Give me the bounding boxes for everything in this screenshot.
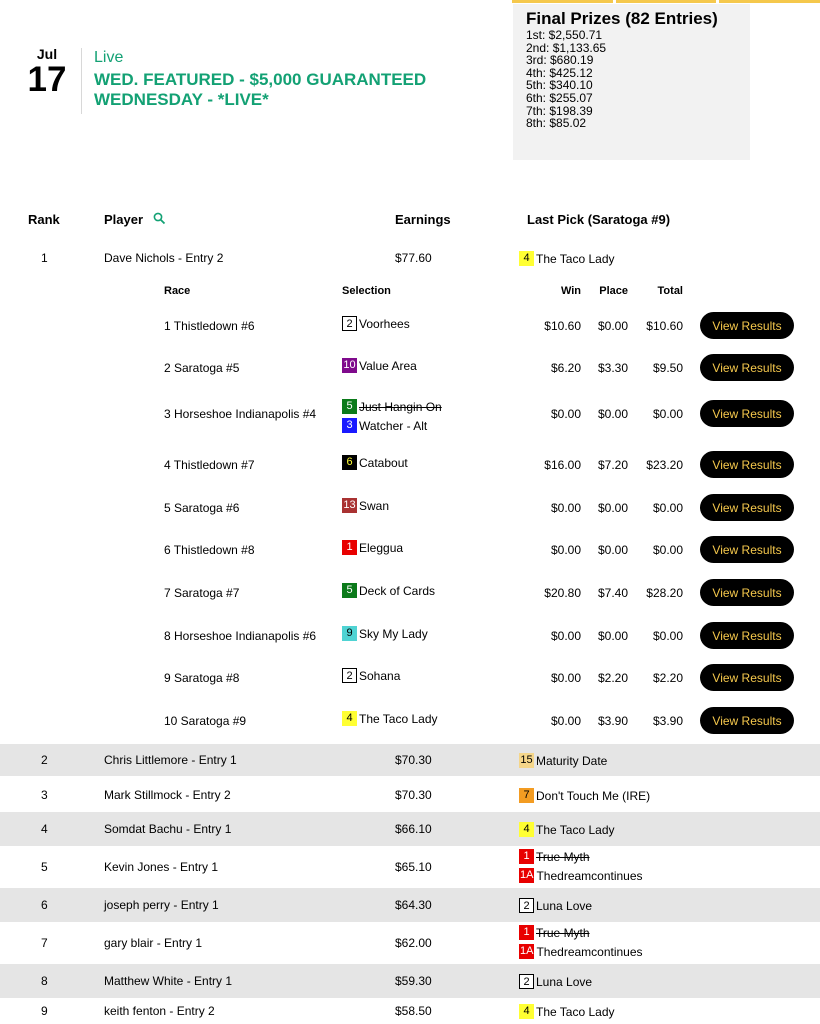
prize-row: 8th: $85.02: [526, 116, 587, 131]
win-amount: $0.00: [550, 629, 581, 643]
horse-name: Catabout: [359, 455, 408, 470]
race-name: 9 Saratoga #8: [164, 671, 240, 685]
last-pick: [519, 249, 615, 268]
prize-row: 1st: $2,550.71: [526, 28, 603, 42]
pick-line: [342, 356, 417, 375]
detail-header-race: Race: [164, 285, 191, 297]
horse-name: Thedreamcontinues: [536, 868, 643, 883]
pick-line: [342, 453, 408, 472]
place-amount: $3.30: [597, 361, 628, 375]
prize-row: 4th: $425.12: [526, 65, 593, 80]
win-amount: $6.20: [550, 361, 581, 375]
top-tab-strip: [512, 0, 820, 3]
horse-name: Value Area: [359, 358, 417, 373]
rank-cell: 5: [41, 860, 48, 874]
last-pick: [519, 972, 592, 991]
last-pick: [519, 923, 643, 961]
total-amount: $28.20: [646, 586, 683, 600]
win-amount: $10.60: [544, 319, 581, 333]
player-name[interactable]: joseph perry - Entry 1: [104, 898, 219, 912]
contest-title: WED. FEATURED - $5,000 GUARANTEED WEDNESDAY - *LIVE*: [94, 70, 427, 109]
horse-name: Eleggua: [359, 540, 404, 555]
horse-name: The Taco Lady: [359, 711, 438, 726]
place-amount: $7.40: [597, 586, 628, 600]
prize-row: 2nd: $1,133.65: [526, 40, 607, 55]
place-amount: $0.00: [597, 543, 628, 557]
horse-name: Deck of Cards: [359, 583, 436, 598]
column-player-label: Player: [104, 212, 144, 227]
selection-cell: [342, 397, 442, 435]
detail-header-win: Win: [560, 285, 581, 297]
program-number-badge: 2: [342, 668, 357, 683]
view-results-button[interactable]: View Results: [700, 536, 794, 563]
selection-cell: [342, 624, 428, 643]
detail-header-place: Place: [599, 285, 628, 297]
place-amount: $3.90: [597, 714, 628, 728]
prizes-title: Final Prizes (82 Entries): [526, 9, 718, 28]
total-amount: $23.20: [646, 458, 683, 472]
standings-row[interactable]: [0, 812, 820, 846]
prize-row: 7th: $198.39: [526, 103, 593, 118]
pick-line: [519, 1002, 615, 1021]
horse-name: Voorhees: [359, 316, 410, 331]
race-name: 5 Saratoga #6: [164, 501, 240, 515]
player-name[interactable]: Chris Littlemore - Entry 1: [104, 753, 237, 767]
horse-name: Sohana: [359, 668, 401, 683]
horse-name: Don't Touch Me (IRE): [536, 788, 651, 803]
program-number-badge: 1: [342, 540, 357, 555]
program-number-badge: 1: [519, 925, 534, 940]
pick-line: [519, 847, 643, 866]
program-number-badge: 2: [519, 898, 534, 913]
win-amount: $0.00: [550, 671, 581, 685]
last-pick: [519, 751, 607, 770]
earnings-cell: $70.30: [395, 753, 432, 767]
pick-line: [519, 786, 650, 805]
race-name: 4 Thistledown #7: [164, 458, 255, 472]
earnings-cell: $64.30: [395, 898, 432, 912]
rank-cell: 7: [41, 936, 48, 950]
earnings-cell: $70.30: [395, 788, 432, 802]
pick-line: [342, 666, 400, 685]
horse-name: Thedreamcontinues: [536, 944, 643, 959]
win-amount: $0.00: [550, 407, 581, 421]
standings-row[interactable]: [0, 846, 820, 888]
standings-row[interactable]: [0, 744, 820, 776]
prize-row: 3rd: $680.19: [526, 53, 594, 68]
place-amount: $7.20: [597, 458, 628, 472]
pick-line: [519, 942, 643, 961]
earnings-cell: $65.10: [395, 860, 432, 874]
view-results-button[interactable]: View Results: [700, 579, 794, 606]
last-pick: [519, 786, 650, 805]
win-amount: $16.00: [544, 458, 581, 472]
view-results-button[interactable]: View Results: [700, 494, 794, 521]
standings-row[interactable]: [0, 922, 820, 964]
date-day: 17: [27, 60, 67, 99]
race-row: [0, 657, 820, 699]
selection-cell: [342, 356, 417, 375]
race-name: 6 Thistledown #8: [164, 543, 255, 557]
horse-name: True Myth: [536, 849, 590, 864]
pick-line: [342, 624, 428, 643]
selection-cell: [342, 581, 435, 600]
program-number-badge: 1A: [520, 945, 534, 957]
earnings-cell: $77.60: [395, 251, 432, 265]
program-number-badge: 4: [519, 822, 534, 837]
column-last-pick: Last Pick (Saratoga #9): [527, 212, 671, 227]
pick-line: [519, 923, 643, 942]
player-name[interactable]: keith fenton - Entry 2: [104, 1004, 215, 1018]
race-name: 8 Horseshoe Indianapolis #6: [164, 629, 317, 643]
race-name: 10 Saratoga #9: [164, 714, 247, 728]
rank-cell: 6: [41, 898, 48, 912]
selection-cell: [342, 709, 438, 728]
last-pick: [519, 847, 643, 885]
race-row: [0, 529, 820, 571]
player-name[interactable]: Somdat Bachu - Entry 1: [104, 822, 232, 836]
player-name[interactable]: Matthew White - Entry 1: [104, 974, 233, 988]
program-number-badge: 15: [520, 754, 533, 766]
search-icon[interactable]: [153, 212, 166, 228]
last-pick: [519, 896, 592, 915]
total-amount: $2.20: [652, 671, 683, 685]
detail-header-selection: Selection: [342, 285, 391, 297]
view-results-button[interactable]: View Results: [700, 622, 794, 649]
pick-line: [342, 397, 442, 416]
column-rank[interactable]: Rank: [28, 212, 60, 227]
last-pick: [519, 820, 615, 839]
horse-name: The Taco Lady: [536, 822, 615, 837]
horse-name: Luna Love: [536, 898, 593, 913]
program-number-badge: 4: [519, 1004, 534, 1019]
contest-status: Live: [94, 49, 124, 66]
program-number-badge: 4: [342, 711, 357, 726]
pick-line: [342, 581, 435, 600]
player-name[interactable]: gary blair - Entry 1: [104, 936, 203, 950]
pick-line: [519, 896, 592, 915]
program-number-badge: 10: [343, 359, 356, 371]
pick-line: [519, 751, 607, 770]
rank-cell: 2: [41, 753, 48, 767]
win-amount: $0.00: [550, 543, 581, 557]
detail-header-total: Total: [657, 285, 683, 297]
program-number-badge: 4: [519, 251, 534, 266]
earnings-cell: $66.10: [395, 822, 432, 836]
date-month: Jul: [36, 46, 58, 62]
view-results-button[interactable]: View Results: [700, 354, 794, 381]
program-number-badge: 7: [519, 788, 534, 803]
selection-cell: [342, 666, 400, 685]
earnings-cell: $58.50: [395, 1004, 432, 1018]
pick-line: [342, 709, 438, 728]
rank-cell: 8: [41, 974, 48, 988]
horse-name: Swan: [359, 498, 390, 513]
total-amount: $10.60: [646, 319, 683, 333]
place-amount: $0.00: [597, 407, 628, 421]
race-row: [0, 572, 820, 614]
total-amount: $0.00: [652, 543, 683, 557]
final-prizes-panel: [513, 4, 750, 160]
rank-cell: 9: [41, 1004, 48, 1018]
pick-line: [519, 866, 643, 885]
win-amount: $20.80: [544, 586, 581, 600]
view-results-button[interactable]: View Results: [700, 664, 794, 691]
horse-name: Sky My Lady: [359, 626, 428, 641]
horse-name: The Taco Lady: [536, 251, 615, 266]
view-results-button[interactable]: View Results: [700, 312, 794, 339]
pick-line: [342, 538, 403, 557]
race-name: 1 Thistledown #6: [164, 319, 255, 333]
pick-line: [342, 416, 442, 435]
program-number-badge: 1A: [520, 869, 534, 881]
horse-name: True Myth: [536, 925, 590, 940]
program-number-badge: 3: [342, 418, 357, 433]
prize-row: 5th: $340.10: [526, 78, 593, 93]
place-amount: $2.20: [597, 671, 628, 685]
race-row: [0, 487, 820, 529]
earnings-cell: $62.00: [395, 936, 432, 950]
program-number-badge: 5: [342, 399, 357, 414]
horse-name: Maturity Date: [536, 753, 608, 768]
race-name: 3 Horseshoe Indianapolis #4: [164, 407, 317, 421]
standings-row[interactable]: [0, 998, 820, 1024]
last-pick: [519, 1002, 615, 1021]
player-name[interactable]: Dave Nichols - Entry 2: [104, 251, 224, 265]
pick-line: [519, 820, 615, 839]
selection-cell: [342, 314, 410, 333]
view-results-button[interactable]: View Results: [700, 707, 794, 734]
horse-name: Watcher - Alt: [359, 418, 428, 433]
selection-cell: [342, 538, 403, 557]
program-number-badge: 6: [342, 455, 357, 470]
selection-cell: [342, 496, 389, 515]
pick-line: [519, 972, 592, 991]
program-number-badge: 2: [342, 316, 357, 331]
column-player[interactable]: [104, 212, 166, 228]
pick-line: [342, 496, 389, 515]
race-name: 7 Saratoga #7: [164, 586, 240, 600]
race-name: 2 Saratoga #5: [164, 361, 240, 375]
total-amount: $0.00: [652, 629, 683, 643]
earnings-cell: $59.30: [395, 974, 432, 988]
total-amount: $3.90: [652, 714, 683, 728]
program-number-badge: 2: [519, 974, 534, 989]
race-row: [0, 305, 820, 347]
program-number-badge: 9: [342, 626, 357, 641]
program-number-badge: 13: [343, 499, 356, 511]
race-row: [0, 700, 820, 742]
rank-cell: 1: [41, 251, 48, 265]
standings-row-leader[interactable]: [0, 248, 820, 270]
program-number-badge: 1: [519, 849, 534, 864]
place-amount: $0.00: [597, 319, 628, 333]
race-row: [0, 393, 820, 435]
horse-name: The Taco Lady: [536, 1004, 615, 1019]
place-amount: $0.00: [597, 501, 628, 515]
pick-line: [342, 314, 410, 333]
race-row: [0, 347, 820, 389]
win-amount: $0.00: [550, 501, 581, 515]
player-name[interactable]: Kevin Jones - Entry 1: [104, 860, 219, 874]
view-results-button[interactable]: View Results: [700, 451, 794, 478]
prize-row: 6th: $255.07: [526, 90, 593, 105]
rank-cell: 4: [41, 822, 48, 836]
race-row: [0, 615, 820, 657]
standings-row[interactable]: [0, 964, 820, 998]
standings-row[interactable]: [0, 778, 820, 812]
total-amount: $0.00: [652, 407, 683, 421]
column-earnings[interactable]: Earnings: [395, 212, 451, 227]
win-amount: $0.00: [550, 714, 581, 728]
program-number-badge: 5: [342, 583, 357, 598]
standings-row[interactable]: [0, 888, 820, 922]
selection-cell: [342, 453, 408, 472]
player-name[interactable]: Mark Stillmock - Entry 2: [104, 788, 231, 802]
view-results-button[interactable]: View Results: [700, 400, 794, 427]
race-row: [0, 444, 820, 486]
horse-name: Just Hangin On: [359, 399, 442, 414]
divider: [81, 48, 82, 114]
total-amount: $0.00: [652, 501, 683, 515]
rank-cell: 3: [41, 788, 48, 802]
total-amount: $9.50: [652, 361, 683, 375]
horse-name: Luna Love: [536, 974, 593, 989]
contest-date: [24, 46, 70, 98]
place-amount: $0.00: [597, 629, 628, 643]
